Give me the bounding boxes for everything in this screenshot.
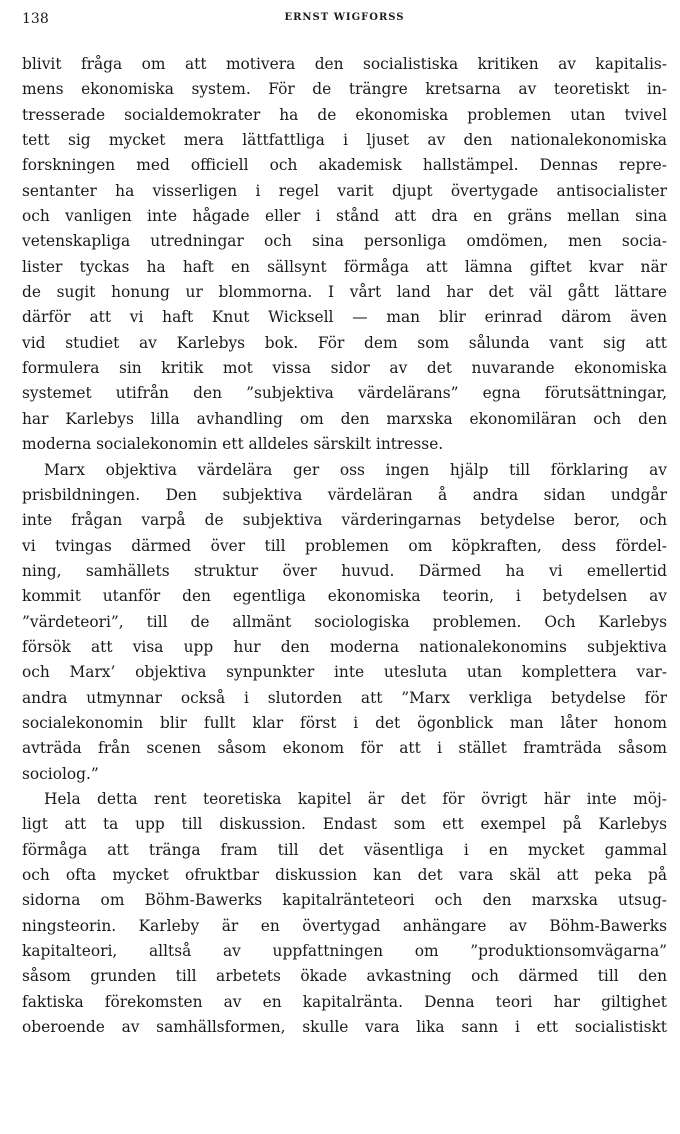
text-line: Marx objektiva värdelära ger oss ingen hjälp till förklaring av	[44, 460, 667, 479]
text-line: och Marx’ objektiva synpunkter inte utesluta utan komplettera var-	[22, 663, 667, 682]
text-line: systemet utifrån den ”subjektiva värdelärans” egna förutsättningar,	[22, 384, 667, 403]
text-line: och vanligen inte hågade eller i stånd att dra en gräns mellan sina	[22, 207, 667, 226]
text-line: vid studiet av Karlebys bok. För dem som sålunda vant sig att	[22, 333, 667, 352]
text-line: förmåga att tränga fram till det väsentliga i en mycket gammal	[22, 840, 667, 859]
text-line: sociolog.”	[22, 764, 99, 783]
book-page	[22, 8, 667, 1040]
text-line: de sugit honung ur blommorna. I vårt land har det väl gått lättare	[22, 283, 667, 302]
text-line: har Karlebys lilla avhandling om den marxska ekonomiläran och den	[22, 409, 667, 428]
body-text	[22, 52, 667, 1040]
paragraph	[22, 52, 667, 458]
text-line: andra utmynnar också i slutorden att ”Marx verkliga betydelse för	[22, 688, 667, 707]
text-line: socialekonomin blir fullt klar först i det ögonblick man låter honom	[22, 713, 667, 732]
text-line: kapitalteori, alltså av uppfattningen om ”produktionsomvägarna”	[22, 942, 667, 961]
text-line: ning, samhällets struktur över huvud. Därmed ha vi emellertid	[22, 561, 667, 580]
paragraph	[22, 787, 667, 1040]
text-line: vetenskapliga utredningar och sina personliga omdömen, men socia-	[22, 232, 667, 251]
page-number: 138	[22, 11, 49, 27]
text-line: sidorna om Böhm-Bawerks kapitalränteteori och den marxska utsug-	[22, 891, 667, 910]
text-line: ligt att ta upp till diskussion. Endast som ett exempel på Karlebys	[22, 815, 667, 834]
text-line: kommit utanför den egentliga ekonomiska teorin, i betydelsen av	[22, 587, 667, 606]
text-line: mens ekonomiska system. För de trängre kretsarna av teoretiskt in-	[22, 80, 667, 99]
text-line: faktiska förekomsten av en kapitalränta. Denna teori har giltighet	[22, 992, 667, 1011]
text-line: sentanter ha visserligen i regel varit djupt övertygade antisocialister	[22, 181, 667, 200]
running-head: ERNST WIGFORSS	[284, 12, 405, 23]
text-line: försök att visa upp hur den moderna nationalekonomins subjektiva	[22, 637, 667, 656]
text-line: ”värdeteori”, till de allmänt sociologiska problemen. Och Karlebys	[22, 612, 667, 631]
text-line: lister tyckas ha haft en sällsynt förmåga att lämna giftet kvar när	[22, 257, 667, 276]
text-line: tresserade socialdemokrater ha de ekonomiska problemen utan tvivel	[22, 105, 667, 124]
text-line: blivit fråga om att motivera den socialistiska kritiken av kapitalis-	[22, 55, 667, 73]
page-header	[22, 8, 667, 36]
text-line: formulera sin kritik mot vissa sidor av det nuvarande ekonomiska	[22, 359, 667, 378]
text-line: avträda från scenen såsom ekonom för att i stället framträda såsom	[22, 739, 667, 758]
text-line: därför att vi haft Knut Wicksell — man blir erinrad därom även	[22, 308, 667, 327]
text-line: oberoende av samhällsformen, skulle vara lika sann i ett socialistiskt	[22, 1018, 667, 1037]
paragraph	[22, 458, 667, 787]
text-line: såsom grunden till arbetets ökade avkastning och därmed till den	[22, 967, 667, 986]
text-line: forskningen med officiell och akademisk hallstämpel. Dennas repre-	[22, 156, 667, 175]
text-line: prisbildningen. Den subjektiva värdeläran å andra sidan undgår	[22, 485, 667, 504]
text-line: tett sig mycket mera lättfattliga i ljuset av den nationalekonomiska	[22, 131, 667, 150]
text-line: ningsteorin. Karleby är en övertygad anhängare av Böhm-Bawerks	[22, 916, 667, 935]
text-line: och ofta mycket ofruktbar diskussion kan det vara skäl att peka på	[22, 866, 667, 884]
text-line: vi tvingas därmed över till problemen om köpkraften, dess fördel-	[22, 536, 667, 555]
text-line: Hela detta rent teoretiska kapitel är det för övrigt här inte möj-	[44, 789, 667, 808]
text-line: inte frågan varpå de subjektiva värderingarnas betydelse beror, och	[22, 511, 667, 530]
text-line: moderna socialekonomin ett alldeles särskilt intresse.	[22, 435, 444, 454]
